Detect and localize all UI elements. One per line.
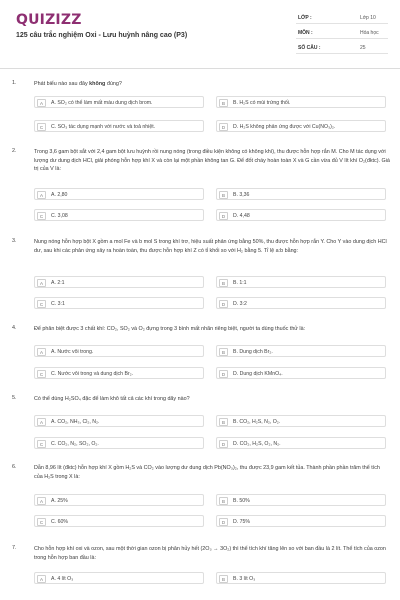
option-letter: A xyxy=(37,99,46,107)
meta-grade xyxy=(296,12,388,24)
question-number: 6. xyxy=(12,464,17,470)
option-text: A. 25% xyxy=(51,497,68,504)
option-a[interactable] xyxy=(34,345,204,357)
meta-subject-value: Hóa học xyxy=(360,30,379,36)
option-b[interactable] xyxy=(216,276,386,288)
question-number: 4. xyxy=(12,325,17,331)
option-letter: C xyxy=(37,300,46,308)
option-letter: A xyxy=(37,418,46,426)
option-letter: A xyxy=(37,191,46,199)
option-d[interactable] xyxy=(216,209,386,221)
option-letter: C xyxy=(37,123,46,131)
option-a[interactable] xyxy=(34,188,204,200)
option-text: C. 3,08 xyxy=(51,212,68,219)
option-text: C. Nước vôi trong và dung dịch Br₂. xyxy=(51,370,134,377)
question-number: 7. xyxy=(12,545,17,551)
option-text: D. 3:2 xyxy=(233,300,247,307)
option-text: C. 60% xyxy=(51,518,69,525)
option-b[interactable] xyxy=(216,188,386,200)
option-c[interactable] xyxy=(34,120,204,132)
option-letter: B xyxy=(219,191,228,199)
worksheet-header xyxy=(0,0,400,62)
option-letter: A xyxy=(37,497,46,505)
question-number: 5. xyxy=(12,395,17,401)
option-c[interactable] xyxy=(34,437,204,449)
option-text: B. 50% xyxy=(233,497,250,504)
question-text: Có thể dùng H₂SO₄ đặc để làm khô tất cả các khí trong dãy nào? xyxy=(34,396,190,402)
question-text: Trong 3,6 gam bột sắt với 2,4 gam bột lưu huỳnh rồi nung nóng (trong điều kiện không có không khí), thu được hỗn hợp rắn M. Cho M tác dụng với lượng dư dung dịch HCl, giải phóng hỗn hợp khí X và còn lại một phần không tan G. Để đốt cháy hoàn toàn X và G cần vừa đủ V lít khí O₂(đktc). Giá trị của V là: xyxy=(34,149,390,172)
option-text: B. 1:1 xyxy=(233,279,247,286)
option-d[interactable] xyxy=(216,297,386,309)
meta-question-count-value: 25 xyxy=(360,45,366,51)
question-text xyxy=(34,80,390,89)
option-letter: D xyxy=(219,212,228,220)
option-text: D. CO₂, H₂S, O₂, N₂. xyxy=(233,440,281,447)
option-text: A. 2:1 xyxy=(51,279,65,286)
meta-subject xyxy=(296,27,388,39)
option-letter: D xyxy=(219,123,228,131)
option-letter: B xyxy=(219,99,228,107)
option-text: B. 3,36 xyxy=(233,191,250,198)
option-a[interactable] xyxy=(34,276,204,288)
option-letter: D xyxy=(219,300,228,308)
option-letter: C xyxy=(37,440,46,448)
option-b[interactable] xyxy=(216,345,386,357)
option-b[interactable] xyxy=(216,96,386,108)
question-text: Để phân biệt được 3 chất khí: CO₂, SO₂ và O₂ đựng trong 3 bình mất nhãn riêng biệt, người ta dùng thuốc thử là: xyxy=(34,326,306,332)
question-text: Cho hỗn hợp khí oxi và ozon, sau một thời gian ozon bị phân hủy hết (2O₃ → 3O₂) thì thể tích khí tăng lên so với ban đầu là 2 lít. Thể tích của ozon trong hỗn hợp ban đầu là: xyxy=(34,546,386,561)
option-text: B. Dung dịch Br₂. xyxy=(233,348,273,355)
option-a[interactable] xyxy=(34,494,204,506)
option-text: A. 2,80 xyxy=(51,191,68,198)
option-text: D. H₂S không phản ứng được với Cu(NO₃)₂. xyxy=(233,123,336,130)
question-number: 2. xyxy=(12,148,17,154)
option-text: C. 3:1 xyxy=(51,300,65,307)
quizizz-logo: QUIZIZZ xyxy=(16,12,82,28)
question-text-part: Phát biểu nào sau đây xyxy=(34,81,90,87)
header-divider xyxy=(0,68,400,69)
meta-grade-value: Lớp 10 xyxy=(360,15,376,21)
option-text: D. 75% xyxy=(233,518,251,525)
option-d[interactable] xyxy=(216,437,386,449)
option-letter: B xyxy=(219,418,228,426)
worksheet-title: 125 câu trắc nghiệm Oxi - Lưu huỳnh nâng cao (P3) xyxy=(16,32,188,39)
option-text: A. CO₂, NH₃, Cl₂, N₂. xyxy=(51,418,100,425)
option-letter: B xyxy=(219,348,228,356)
option-c[interactable] xyxy=(34,209,204,221)
meta-question-count xyxy=(296,42,388,54)
option-letter: C xyxy=(37,518,46,526)
option-letter: D xyxy=(219,518,228,526)
option-letter: B xyxy=(219,575,228,583)
option-text: C. SO₃ tác dụng mạnh với nước và toả nhiệt. xyxy=(51,123,156,130)
option-text: D. 4,48 xyxy=(233,212,250,219)
option-text: B. 3 lít O₃ xyxy=(233,575,256,582)
question-text: Dẫn 8,96 lít (đktc) hỗn hợp khí X gồm H₂S và CO₂ vào lượng dư dung dịch Pb(NO₃)₂, thu được 23,9 gam kết tủa. Thành phần phần trăm thể tích của H₂S trong X là: xyxy=(34,465,380,480)
option-b[interactable] xyxy=(216,494,386,506)
question-number: 1. xyxy=(12,80,17,86)
option-a[interactable] xyxy=(34,96,204,108)
option-a[interactable] xyxy=(34,572,204,584)
option-b[interactable] xyxy=(216,415,386,427)
option-c[interactable] xyxy=(34,515,204,527)
option-letter: D xyxy=(219,440,228,448)
meta-question-count-label: SỐ CÂU : xyxy=(298,45,321,51)
meta-subject-label: MÔN : xyxy=(298,30,313,36)
option-letter: B xyxy=(219,279,228,287)
option-letter: A xyxy=(37,348,46,356)
option-letter: C xyxy=(37,370,46,378)
option-d[interactable] xyxy=(216,120,386,132)
option-b[interactable] xyxy=(216,572,386,584)
option-letter: C xyxy=(37,212,46,220)
option-letter: A xyxy=(37,279,46,287)
option-c[interactable] xyxy=(34,297,204,309)
meta-grade-label: LỚP : xyxy=(298,15,312,21)
option-text: A. 4 lít O₃ xyxy=(51,575,74,582)
option-a[interactable] xyxy=(34,415,204,427)
option-letter: A xyxy=(37,575,46,583)
option-c[interactable] xyxy=(34,367,204,379)
option-letter: D xyxy=(219,370,228,378)
question-text-part: đúng? xyxy=(105,81,122,87)
option-text: B. CO₂, H₂S, N₂, O₂. xyxy=(233,418,281,425)
option-text: D. Dung dịch KMnO₄. xyxy=(233,370,283,377)
question-number: 3. xyxy=(12,238,17,244)
option-text: A. Nước vôi trong. xyxy=(51,348,94,355)
option-text: A. SO₂ có thể làm mất màu dung dịch brom. xyxy=(51,99,153,106)
question-text: Nung nóng hỗn hợp bột X gồm a mol Fe và b mol S trong khí trơ, hiệu suất phản ứng bằng 50%, thu được hỗn hợp rắn Y. Cho Y vào dung dịch HCl dư, sau khi các phản ứng xảy ra hoàn toàn, thu được hỗn hợp khí Z có tỉ khối so với H₂ bằng 5. Tỉ lệ a:b bằng: xyxy=(34,239,387,254)
option-letter: B xyxy=(219,497,228,505)
option-d[interactable] xyxy=(216,367,386,379)
option-text: C. CO₂, N₂, SO₂, O₂. xyxy=(51,440,99,447)
question-keyword: không xyxy=(89,81,106,87)
option-d[interactable] xyxy=(216,515,386,527)
option-text: B. H₂S có mùi trứng thối. xyxy=(233,99,291,106)
